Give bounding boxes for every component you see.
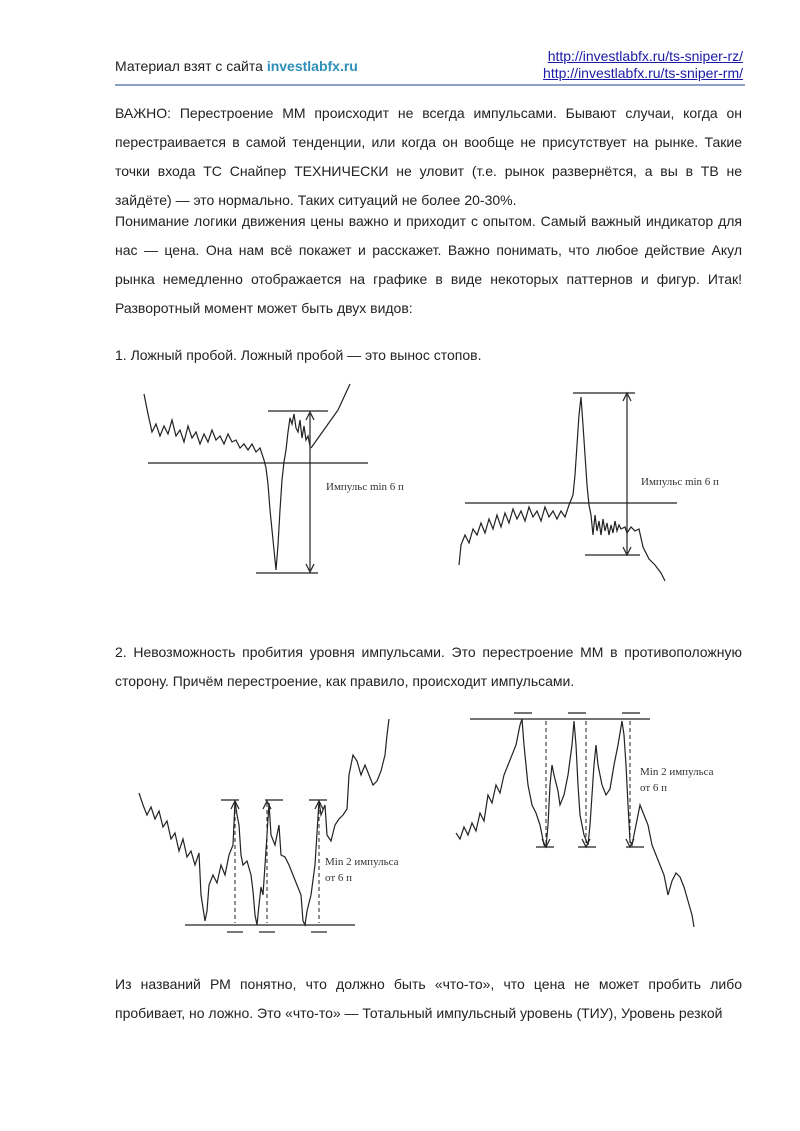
exit-move-2	[338, 384, 350, 410]
header-source-prefix: Материал взят с сайта	[115, 58, 263, 74]
price-line	[139, 719, 389, 925]
exit-move	[311, 410, 338, 448]
link-ts-sniper-rz[interactable]: http://investlabfx.ru/ts-sniper-rz/	[547, 48, 743, 64]
header-divider	[115, 84, 745, 86]
figure-false-breakout-up	[455, 385, 719, 585]
link-ts-sniper-rm[interactable]: http://investlabfx.ru/ts-sniper-rm/	[543, 65, 743, 81]
header-brand: investlabfx.ru	[266, 58, 358, 74]
list-item-no-breakout: 2. Невозможность пробития уровня импульсами. Это перестроение ММ в противоположную сторону. Причём перестроение, как правило, происходит импульсами.	[115, 644, 742, 689]
price-line	[459, 397, 665, 581]
header-links	[543, 48, 743, 82]
figure-resistance-impulses	[450, 705, 720, 940]
figure-false-breakout-down	[140, 380, 404, 590]
figure-3-label-line2: от 6 п	[325, 872, 353, 884]
price-line	[456, 719, 694, 927]
paragraph-tiu: Из названий РМ понятно, что должно быть «что-то», что цена не может пробить либо пробивает, но ложно. Это «что-то» — Тотальный импульсный уровень (ТИУ), Уровень резкой	[115, 976, 742, 1021]
list-item-false-breakout: 1. Ложный пробой. Ложный пробой — это вынос стопов.	[115, 347, 482, 363]
figure-4-label-line2: от 6 п	[640, 782, 668, 794]
figure-3-label-line1: Min 2 импульса	[325, 856, 399, 868]
figure-2-label: Импульс min 6 п	[641, 476, 719, 488]
figure-4-label-line1: Min 2 импульса	[640, 766, 714, 778]
paragraph-understanding: Понимание логики движения цены важно и приходит с опытом. Самый важный индикатор для нас — цена. Она нам всё покажет и расскажет. Важно понимать, что любое действие Акул рынка немедленно отображается на графике в виде некоторых паттернов и фигур. Итак! Разворотный момент может быть двух видов:	[115, 213, 742, 316]
figure-support-impulses	[135, 715, 415, 940]
price-line	[144, 394, 310, 570]
figure-1-label: Импульс min 6 п	[326, 481, 404, 493]
paragraph-important: ВАЖНО: Перестроение ММ происходит не всегда импульсами. Бывают случаи, когда он перестраивается в самой тенденции, или когда он вообще не присутствует на рынке. Такие точки входа ТС Снайпер ТЕХНИЧЕСКИ не уловит (т.е. рынок развернётся, а вы в ТВ не зайдёте) — это нормально. Таких ситуаций не более 20-30%.	[115, 105, 742, 208]
header-source	[115, 58, 358, 74]
